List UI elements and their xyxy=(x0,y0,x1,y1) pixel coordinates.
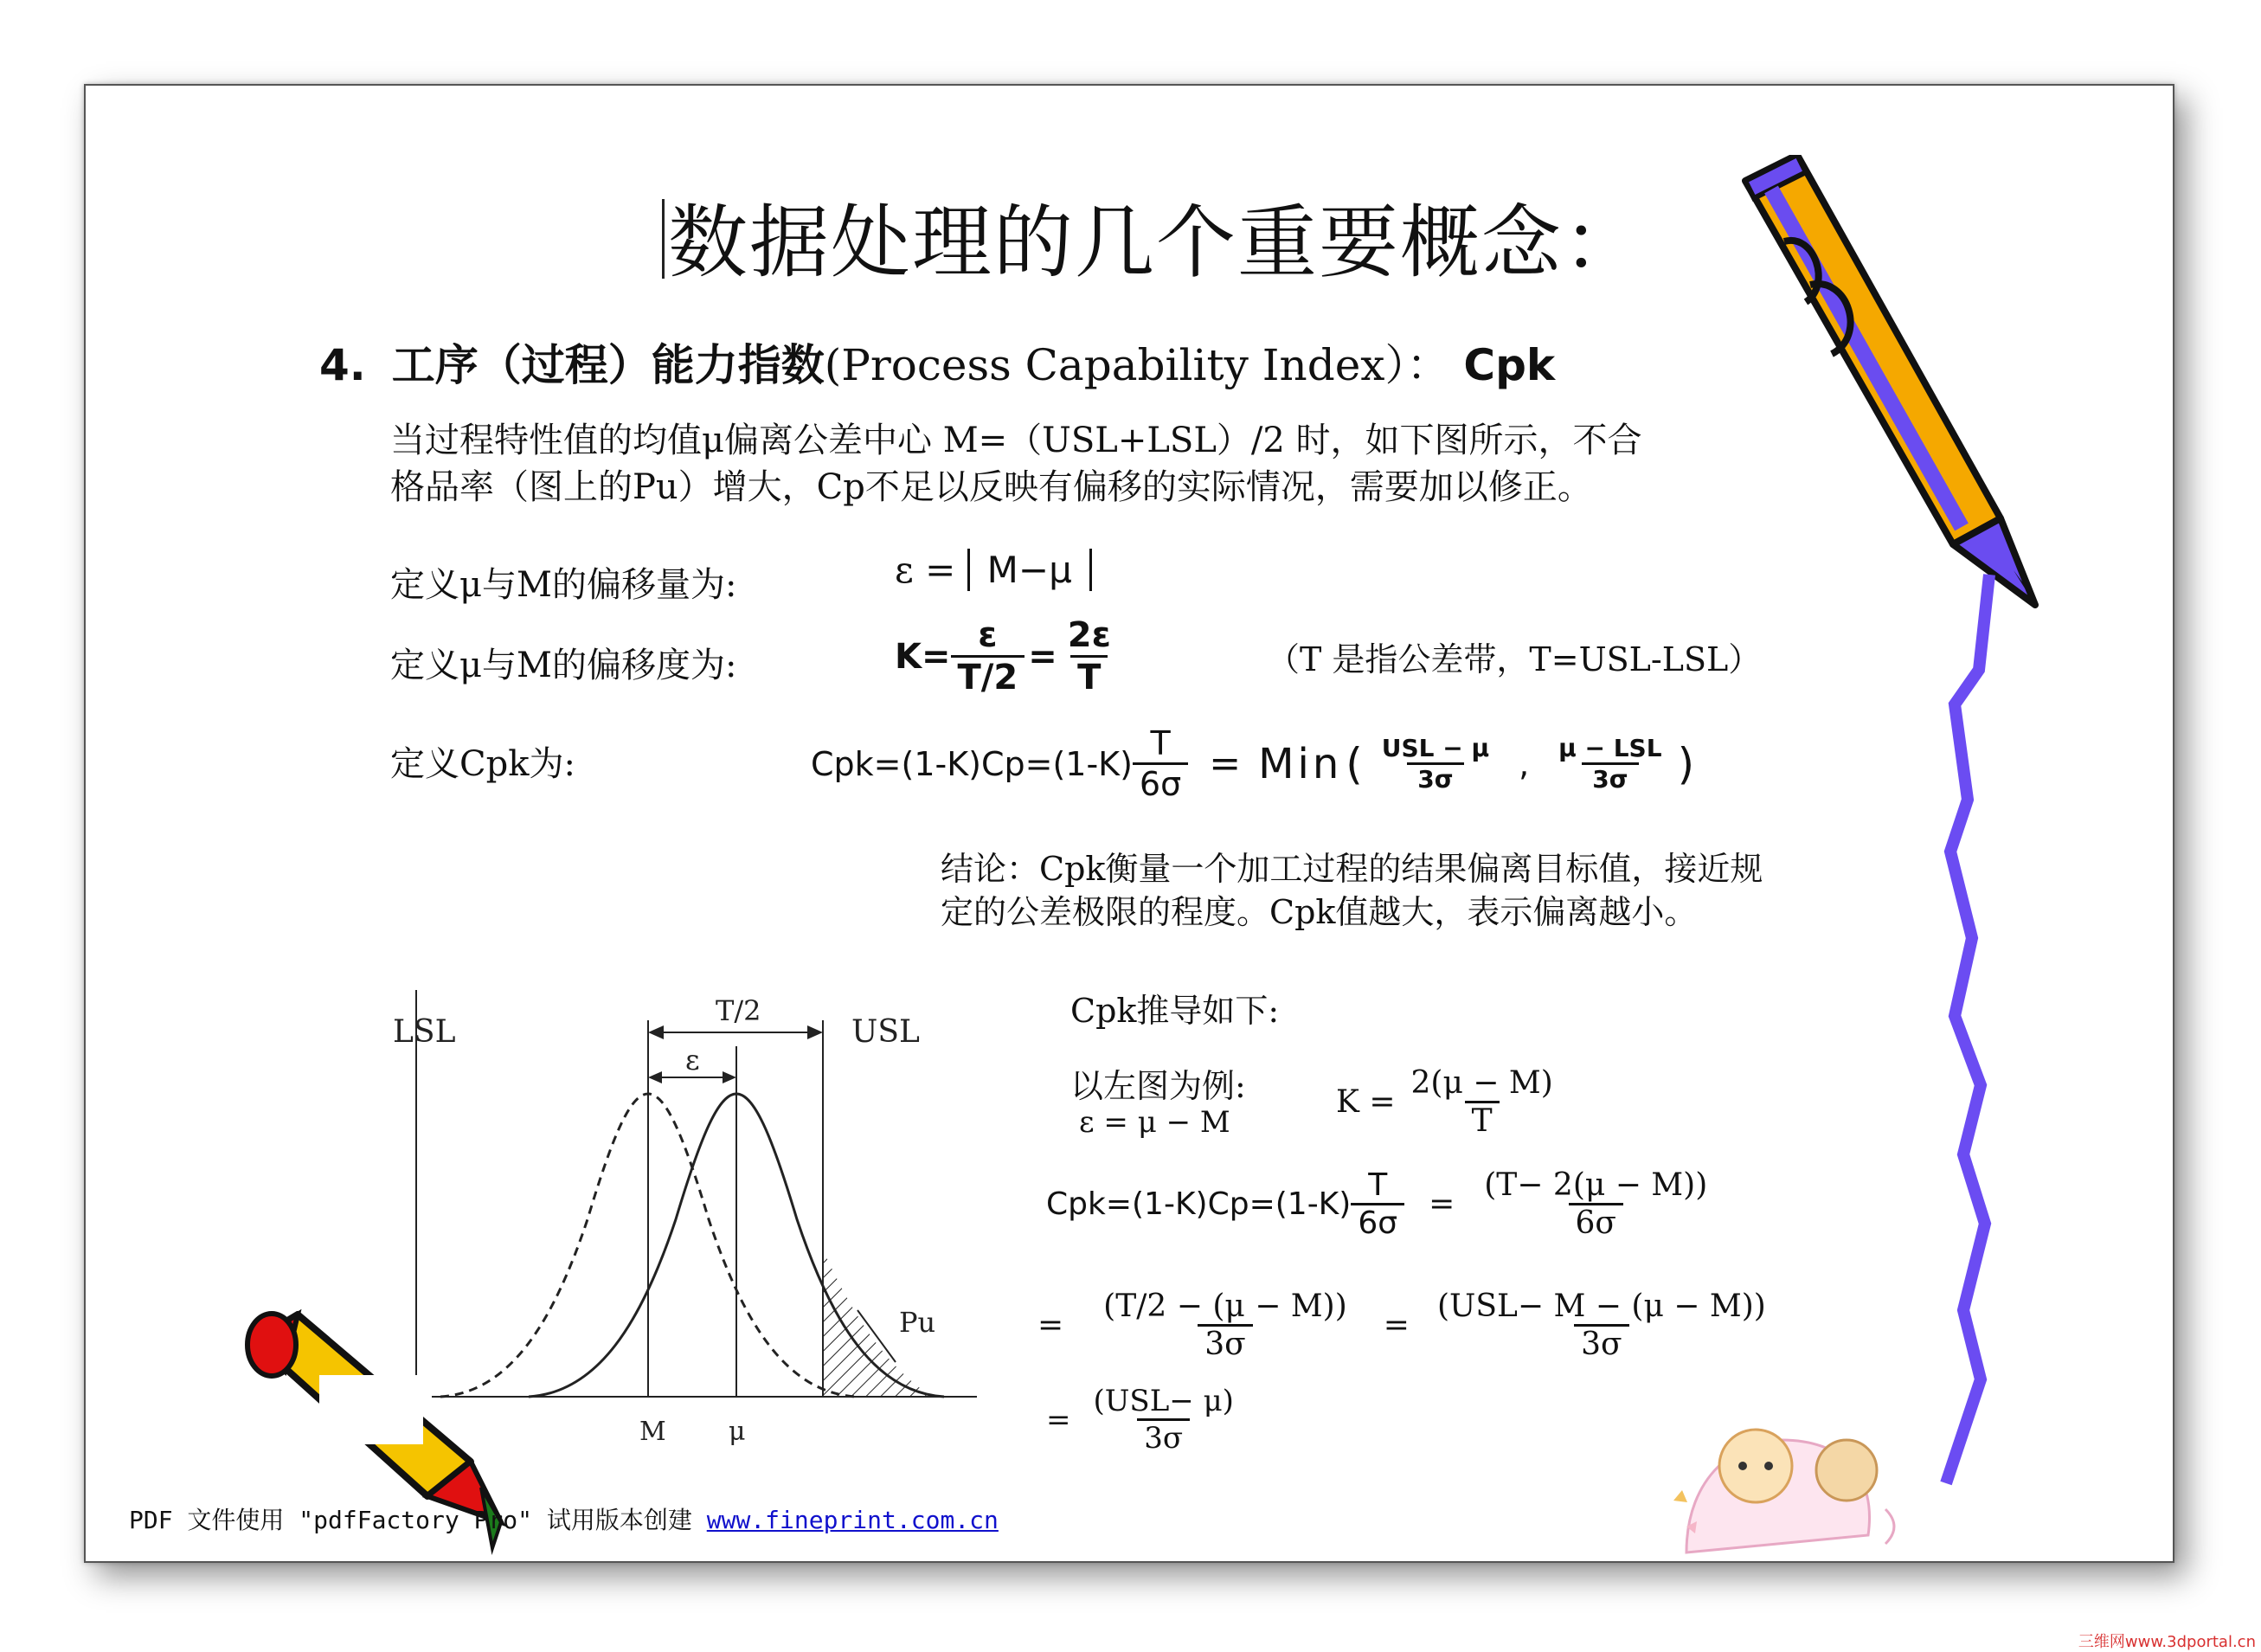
def2-k: K= xyxy=(895,636,951,677)
derivation-line1-fnum: T xyxy=(1368,1167,1388,1203)
derivation-line1-rden: 6σ xyxy=(1569,1203,1623,1241)
mu-label: μ xyxy=(729,1417,746,1447)
def2-formula xyxy=(895,615,1118,697)
derivation-k-lhs: K = xyxy=(1336,1084,1396,1120)
def3-frac-a xyxy=(1371,734,1500,794)
derivation-line2-a-den: 3σ xyxy=(1198,1324,1252,1362)
def3-frac-b xyxy=(1548,734,1672,794)
def3-min: Min xyxy=(1258,739,1343,788)
def2-label: 定义μ与M的偏移度为: xyxy=(390,646,737,685)
def1-label: 定义μ与M的偏移量为: xyxy=(390,565,737,605)
def2-num-2: 2ε xyxy=(1067,615,1111,655)
def3-b-num: μ − LSL xyxy=(1558,734,1662,762)
heading-chinese: 工序（过程）能力指数 xyxy=(391,340,825,390)
def2-frac-1 xyxy=(951,615,1025,697)
text-cursor xyxy=(662,199,665,279)
derivation-line2-frac-b xyxy=(1430,1289,1773,1362)
derivation-k-num: 2(μ − M) xyxy=(1410,1065,1553,1101)
def2-eq: = xyxy=(1028,636,1057,677)
derivation-line-3 xyxy=(1046,1384,1241,1456)
def2-den-1: T/2 xyxy=(951,655,1025,697)
usl-label: USL xyxy=(851,1014,920,1050)
footer xyxy=(129,1501,999,1536)
derivation-k-frac xyxy=(1404,1065,1560,1139)
derivation-line1-rfrac xyxy=(1477,1167,1714,1241)
derivation-line1-rnum: (T− 2(μ − M)) xyxy=(1484,1167,1708,1203)
heading-english: (Process Capability Index）： xyxy=(824,340,1450,390)
derivation-line1-eq: = xyxy=(1429,1186,1455,1222)
slide-title xyxy=(662,179,1644,293)
def1-formula xyxy=(895,549,1092,591)
derivation-line3-eq: = xyxy=(1046,1402,1071,1437)
heading-number: 4. xyxy=(319,340,366,390)
def3-close-paren: ) xyxy=(1677,738,1695,789)
cartoon-girl-image xyxy=(1652,1405,1946,1570)
heading-cpk: Cpk xyxy=(1463,340,1556,390)
derivation-eps: ε = μ − M xyxy=(1079,1105,1230,1140)
derivation-k xyxy=(1336,1065,1560,1139)
m-label: M xyxy=(639,1417,666,1447)
footer-text: PDF 文件使用 "pdfFactory Pro" 试用版本创建 xyxy=(129,1506,692,1534)
derivation-line2-eq-2: = xyxy=(1383,1308,1410,1343)
derivation-line2-b-num: (USL− M − (μ − M)) xyxy=(1436,1289,1766,1324)
slide xyxy=(84,84,2174,1563)
def2-frac-2 xyxy=(1061,615,1118,697)
def2-num-1: ε xyxy=(978,615,998,655)
def3-b-den: 3σ xyxy=(1582,762,1638,794)
def3-eq: = xyxy=(1209,742,1242,786)
lsl-label: LSL xyxy=(393,1014,456,1050)
def3-a-num: USL − μ xyxy=(1381,734,1490,762)
def3-a-den: 3σ xyxy=(1407,762,1463,794)
footer-link[interactable]: www.fineprint.com.cn xyxy=(706,1506,999,1534)
def3-open-paren: ( xyxy=(1346,738,1363,789)
squiggle-decoration xyxy=(1929,566,2059,1501)
derivation-title: Cpk推导如下: xyxy=(1070,992,1280,1030)
title-text: 数据处理的几个重要概念： xyxy=(668,196,1645,289)
def3-frac-den: 6σ xyxy=(1133,762,1188,803)
watermark: 三维网www.3dportal.cn xyxy=(2078,1633,2256,1651)
derivation-line2-eq-1: = xyxy=(1037,1308,1064,1343)
def3-comma: , xyxy=(1519,744,1530,783)
derivation-line3-den: 3σ xyxy=(1137,1418,1190,1456)
pu-label: Pu xyxy=(899,1306,936,1339)
derivation-line2-frac-a xyxy=(1096,1289,1354,1362)
conclusion-line-2: 定的公差极限的程度。Cpk值越大，表示偏离越小。 xyxy=(941,893,1698,931)
intro-line-2: 格品率（图上的Pu）增大，Cp不足以反映有偏移的实际情况，需要加以修正。 xyxy=(390,467,1592,507)
eps-label: ε xyxy=(685,1044,700,1077)
derivation-line1-lhs: Cpk=(1-K)Cp=(1-K) xyxy=(1046,1186,1352,1222)
half-t-label: T/2 xyxy=(716,994,761,1027)
derivation-line3-num: (USL− μ) xyxy=(1093,1384,1234,1418)
derivation-line1-frac xyxy=(1351,1167,1404,1241)
def1-abs-value: M−μ xyxy=(967,549,1092,591)
def2-note: （T 是指公差带，T=USL-LSL） xyxy=(1267,640,1762,678)
conclusion-line-1: 结论：Cpk衡量一个加工过程的结果偏离目标值，接近规 xyxy=(941,850,1763,888)
section-heading xyxy=(319,331,1555,393)
derivation-line2-b-den: 3σ xyxy=(1574,1324,1628,1362)
derivation-k-den: T xyxy=(1465,1101,1500,1139)
def2-den-2: T xyxy=(1070,655,1108,697)
derivation-line-1 xyxy=(1046,1167,1714,1241)
def3-label: 定义Cpk为: xyxy=(390,744,575,784)
def3-frac-num: T xyxy=(1150,724,1171,762)
derivation-line2-a-num: (T/2 − (μ − M)) xyxy=(1103,1289,1347,1324)
derivation-example: 以左图为例: xyxy=(1070,1067,1246,1105)
def3-frac xyxy=(1133,724,1188,803)
def1-eps: ε = xyxy=(895,549,956,591)
intro-line-1: 当过程特性值的均值μ偏离公差中心 M=（USL+LSL）/2 时，如下图所示，不合 xyxy=(390,421,1642,460)
derivation-line-2 xyxy=(1037,1289,1773,1362)
def3-formula xyxy=(811,724,1694,803)
derivation-line1-fden: 6σ xyxy=(1351,1203,1404,1241)
def3-lhs: Cpk=(1-K)Cp=(1-K) xyxy=(811,744,1133,783)
derivation-line3-frac xyxy=(1087,1384,1241,1456)
